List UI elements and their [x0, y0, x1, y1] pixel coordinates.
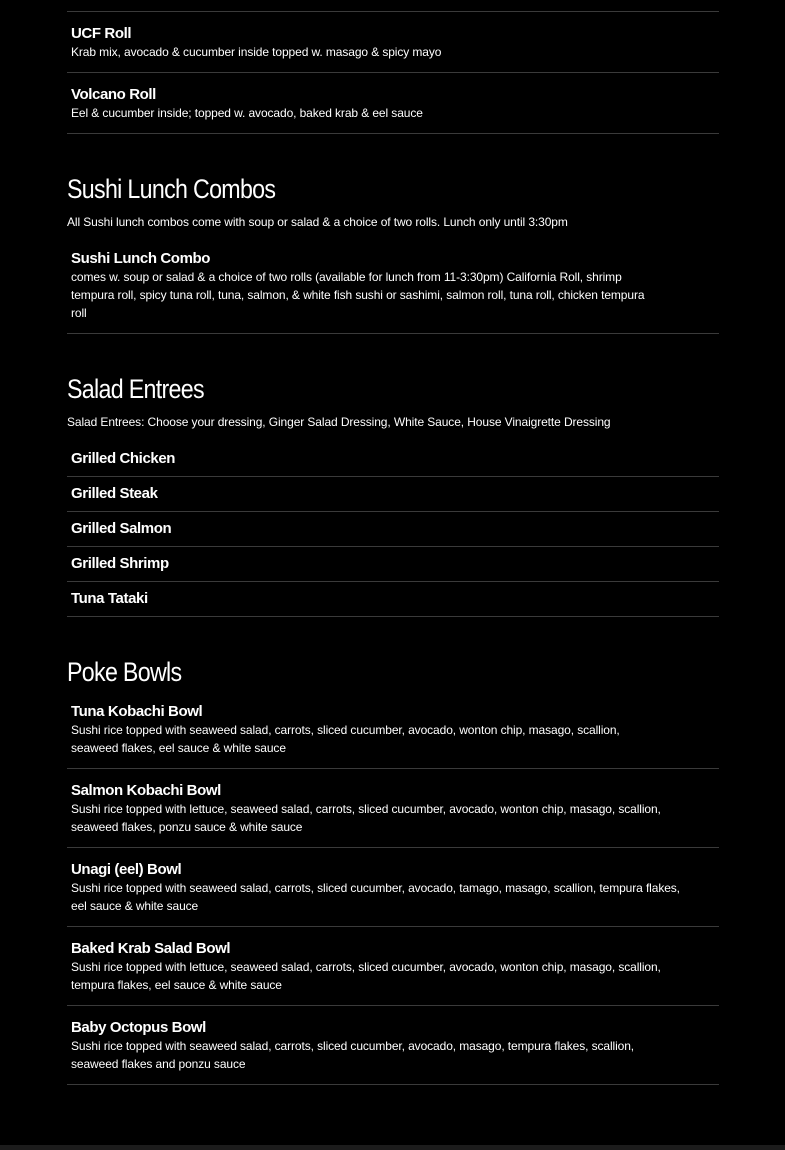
- section-title: Salad Entrees: [67, 374, 204, 404]
- menu-item: [67, 848, 719, 927]
- menu-item-description: comes w. soup or salad & a choice of two rolls (available for lunch from 11-3:30pm) California Roll, shrimp tempura roll, spicy tuna roll, tuna, salmon, & white fish sushi or sashimi, salmon roll, tuna roll, chicken tempura roll: [71, 270, 645, 320]
- menu-item: [67, 477, 719, 512]
- menu-item: [67, 431, 719, 477]
- menu-item: [67, 12, 719, 73]
- menu-item-name: Grilled Steak: [71, 485, 158, 502]
- menu-list: [67, 0, 719, 1085]
- menu-item-description: Krab mix, avocado & cucumber inside topped w. masago & spicy mayo: [71, 45, 442, 59]
- menu-item-name: Volcano Roll: [71, 86, 156, 103]
- menu-item: [67, 687, 719, 769]
- menu-item-name: UCF Roll: [71, 25, 132, 42]
- menu-item: [67, 231, 719, 334]
- menu-item-description: Sushi rice topped with seaweed salad, carrots, sliced cucumber, avocado, wonton chip, masago, scallion, seaweed flakes, eel sauce & white sauce: [71, 723, 620, 755]
- menu-item-name: Baby Octopus Bowl: [71, 1019, 206, 1036]
- menu-item-description: Sushi rice topped with seaweed salad, carrots, sliced cucumber, avocado, tamago, masago, scallion, tempura flakes, eel sauce & white sauce: [71, 881, 680, 913]
- menu-item-name: Grilled Chicken: [71, 450, 176, 467]
- menu-item: [67, 512, 719, 547]
- poke-bowls-section: [67, 657, 719, 1085]
- menu-item: [67, 0, 719, 12]
- section-title: Sushi Lunch Combos: [67, 174, 276, 204]
- footer-bar: [0, 1145, 785, 1150]
- section-note: All Sushi lunch combos come with soup or salad & a choice of two rolls. Lunch only until 3:30pm: [67, 215, 568, 229]
- menu-item-description: Sushi rice topped with seaweed salad, carrots, sliced cucumber, avocado, masago, tempura flakes, scallion, seaweed flakes and ponzu sauce: [71, 1039, 635, 1071]
- menu-item: [67, 547, 719, 582]
- sushi-lunch-combos-section: [67, 174, 719, 334]
- menu-item: [67, 927, 719, 1006]
- menu-item-name: Tuna Tataki: [71, 590, 148, 607]
- menu-item: [67, 582, 719, 617]
- menu-item-name: Grilled Shrimp: [71, 555, 169, 572]
- salad-entrees-section: [67, 374, 719, 617]
- menu-item-name: Sushi Lunch Combo: [71, 250, 211, 267]
- section-title: Poke Bowls: [67, 657, 182, 687]
- menu-item: [67, 769, 719, 848]
- menu-item-name: Tuna Kobachi Bowl: [71, 703, 203, 720]
- rolls-section: [67, 0, 719, 134]
- menu-item-description: Sushi rice topped with lettuce, seaweed salad, carrots, sliced cucumber, avocado, wonton chip, masago, scallion, tempura flakes, eel sauce & white sauce: [71, 960, 661, 992]
- menu-item: [67, 73, 719, 134]
- menu-item-name: Unagi (eel) Bowl: [71, 861, 182, 878]
- menu-item-name: Salmon Kobachi Bowl: [71, 782, 221, 799]
- menu-item-description: Eel & cucumber inside; topped w. avocado, baked krab & eel sauce: [71, 106, 423, 120]
- menu-item: [67, 1006, 719, 1085]
- menu-item-name: Grilled Salmon: [71, 520, 172, 537]
- section-note: Salad Entrees: Choose your dressing, Ginger Salad Dressing, White Sauce, House Vinaigrette Dressing: [67, 415, 611, 429]
- menu-item-name: Baked Krab Salad Bowl: [71, 940, 231, 957]
- menu-item-description: Sushi rice topped with lettuce, seaweed salad, carrots, sliced cucumber, avocado, wonton chip, masago, scallion, seaweed flakes, ponzu sauce & white sauce: [71, 802, 661, 834]
